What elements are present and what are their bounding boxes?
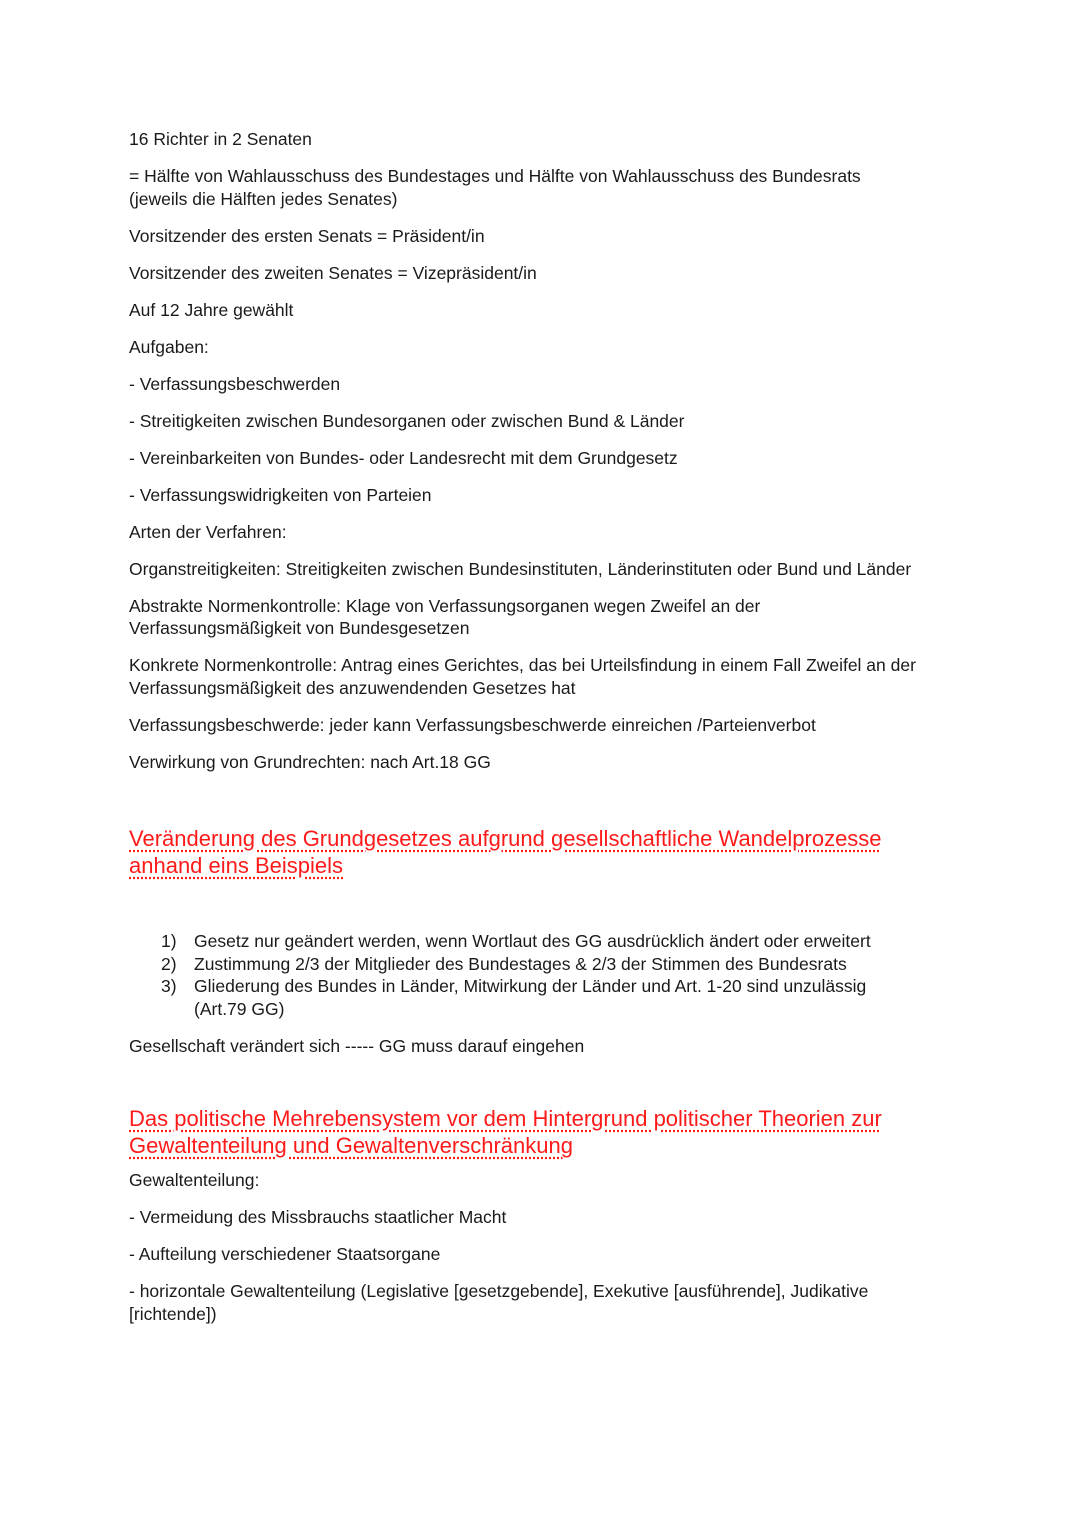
text-line: Verwirkung von Grundrechten: nach Art.18 GG (129, 751, 491, 772)
text-line: Konkrete Normenkontrolle: Antrag eines Gerichtes, das bei Urteilsfindung in einem Fall Zweifel an der Verfassungsmäßigkeit des anzuwendenden Gesetzes hat (129, 655, 916, 698)
bullet-item: - Verfassungswidrigkeiten von Parteien (129, 484, 432, 505)
section-mehrebensystem (129, 1105, 959, 1325)
list-number: 3) (161, 976, 177, 996)
bullet-item: - Vermeidung des Missbrauchs staatlicher Macht (129, 1207, 507, 1227)
text-line: = Hälfte von Wahlausschuss des Bundestages und Hälfte von Wahlausschuss des Bundesrats (jeweils die Hälften jedes Senates) (129, 166, 861, 209)
text-line: 16 Richter in 2 Senaten (129, 129, 312, 149)
bullet-item: - Vereinbarkeiten von Bundes- oder Landesrecht mit dem Grundgesetz (129, 447, 678, 468)
heading-line: Gewaltenteilung und Gewaltenverschränkung (129, 1133, 573, 1158)
bullet-item: - Aufteilung verschiedener Staatsorgane (129, 1244, 441, 1264)
list-item (161, 953, 959, 976)
bullet-item: - Streitigkeiten zwischen Bundesorganen oder zwischen Bund & Länder (129, 410, 685, 431)
section-bverfg (129, 128, 959, 773)
text-line: Arten der Verfahren: (129, 521, 287, 542)
text-line: Vorsitzender des ersten Senats = Präsident/in (129, 225, 485, 246)
document-page (129, 128, 959, 1340)
list-item (161, 975, 899, 1020)
heading-line: Das politische Mehrebensystem vor dem Hintergrund politischer Theorien zur (129, 1106, 882, 1131)
section-grundgesetz-aenderung (129, 825, 959, 1057)
text-line: Vorsitzender des zweiten Senates = Vizepräsident/in (129, 262, 537, 283)
bullet-item: - Verfassungsbeschwerden (129, 373, 341, 394)
list-text: Gesetz nur geändert werden, wenn Wortlaut des GG ausdrücklich ändert oder erweitert (194, 931, 871, 951)
list-item (161, 930, 959, 953)
heading-line: anhand eins Beispiels (129, 853, 344, 878)
numbered-list (129, 930, 959, 1020)
text-line: Gewaltenteilung: (129, 1170, 260, 1190)
text-line: Verfassungsbeschwerde: jeder kann Verfassungsbeschwerde einreichen /Parteienverbot (129, 714, 816, 735)
bullet-item: - horizontale Gewaltenteilung (Legislative [gesetzgebende], Exekutive [ausführende], Judikative [richtende]) (129, 1281, 869, 1324)
text-line: Gesellschaft verändert sich ----- GG muss darauf eingehen (129, 1035, 585, 1056)
text-line: Auf 12 Jahre gewählt (129, 299, 294, 320)
section-heading (129, 1105, 959, 1159)
text-line: Abstrakte Normenkontrolle: Klage von Verfassungsorganen wegen Zweifel an der Verfassungsmäßigkeit von Bundesgesetzen (129, 595, 761, 638)
heading-line: Veränderung des Grundgesetzes aufgrund gesellschaftliche Wandelprozesse (129, 826, 882, 851)
list-number: 1) (161, 931, 177, 951)
text-line: Organstreitigkeiten: Streitigkeiten zwischen Bundesinstituten, Länderinstituten oder Bund und Länder (129, 558, 912, 579)
text-line: Aufgaben: (129, 336, 209, 357)
list-text: Gliederung des Bundes in Länder, Mitwirkung der Länder und Art. 1-20 sind unzulässig (Art.79 GG) (194, 976, 867, 1019)
section-heading (129, 825, 959, 879)
list-text: Zustimmung 2/3 der Mitglieder des Bundestages & 2/3 der Stimmen des Bundesrats (194, 953, 847, 974)
list-number: 2) (161, 953, 177, 974)
